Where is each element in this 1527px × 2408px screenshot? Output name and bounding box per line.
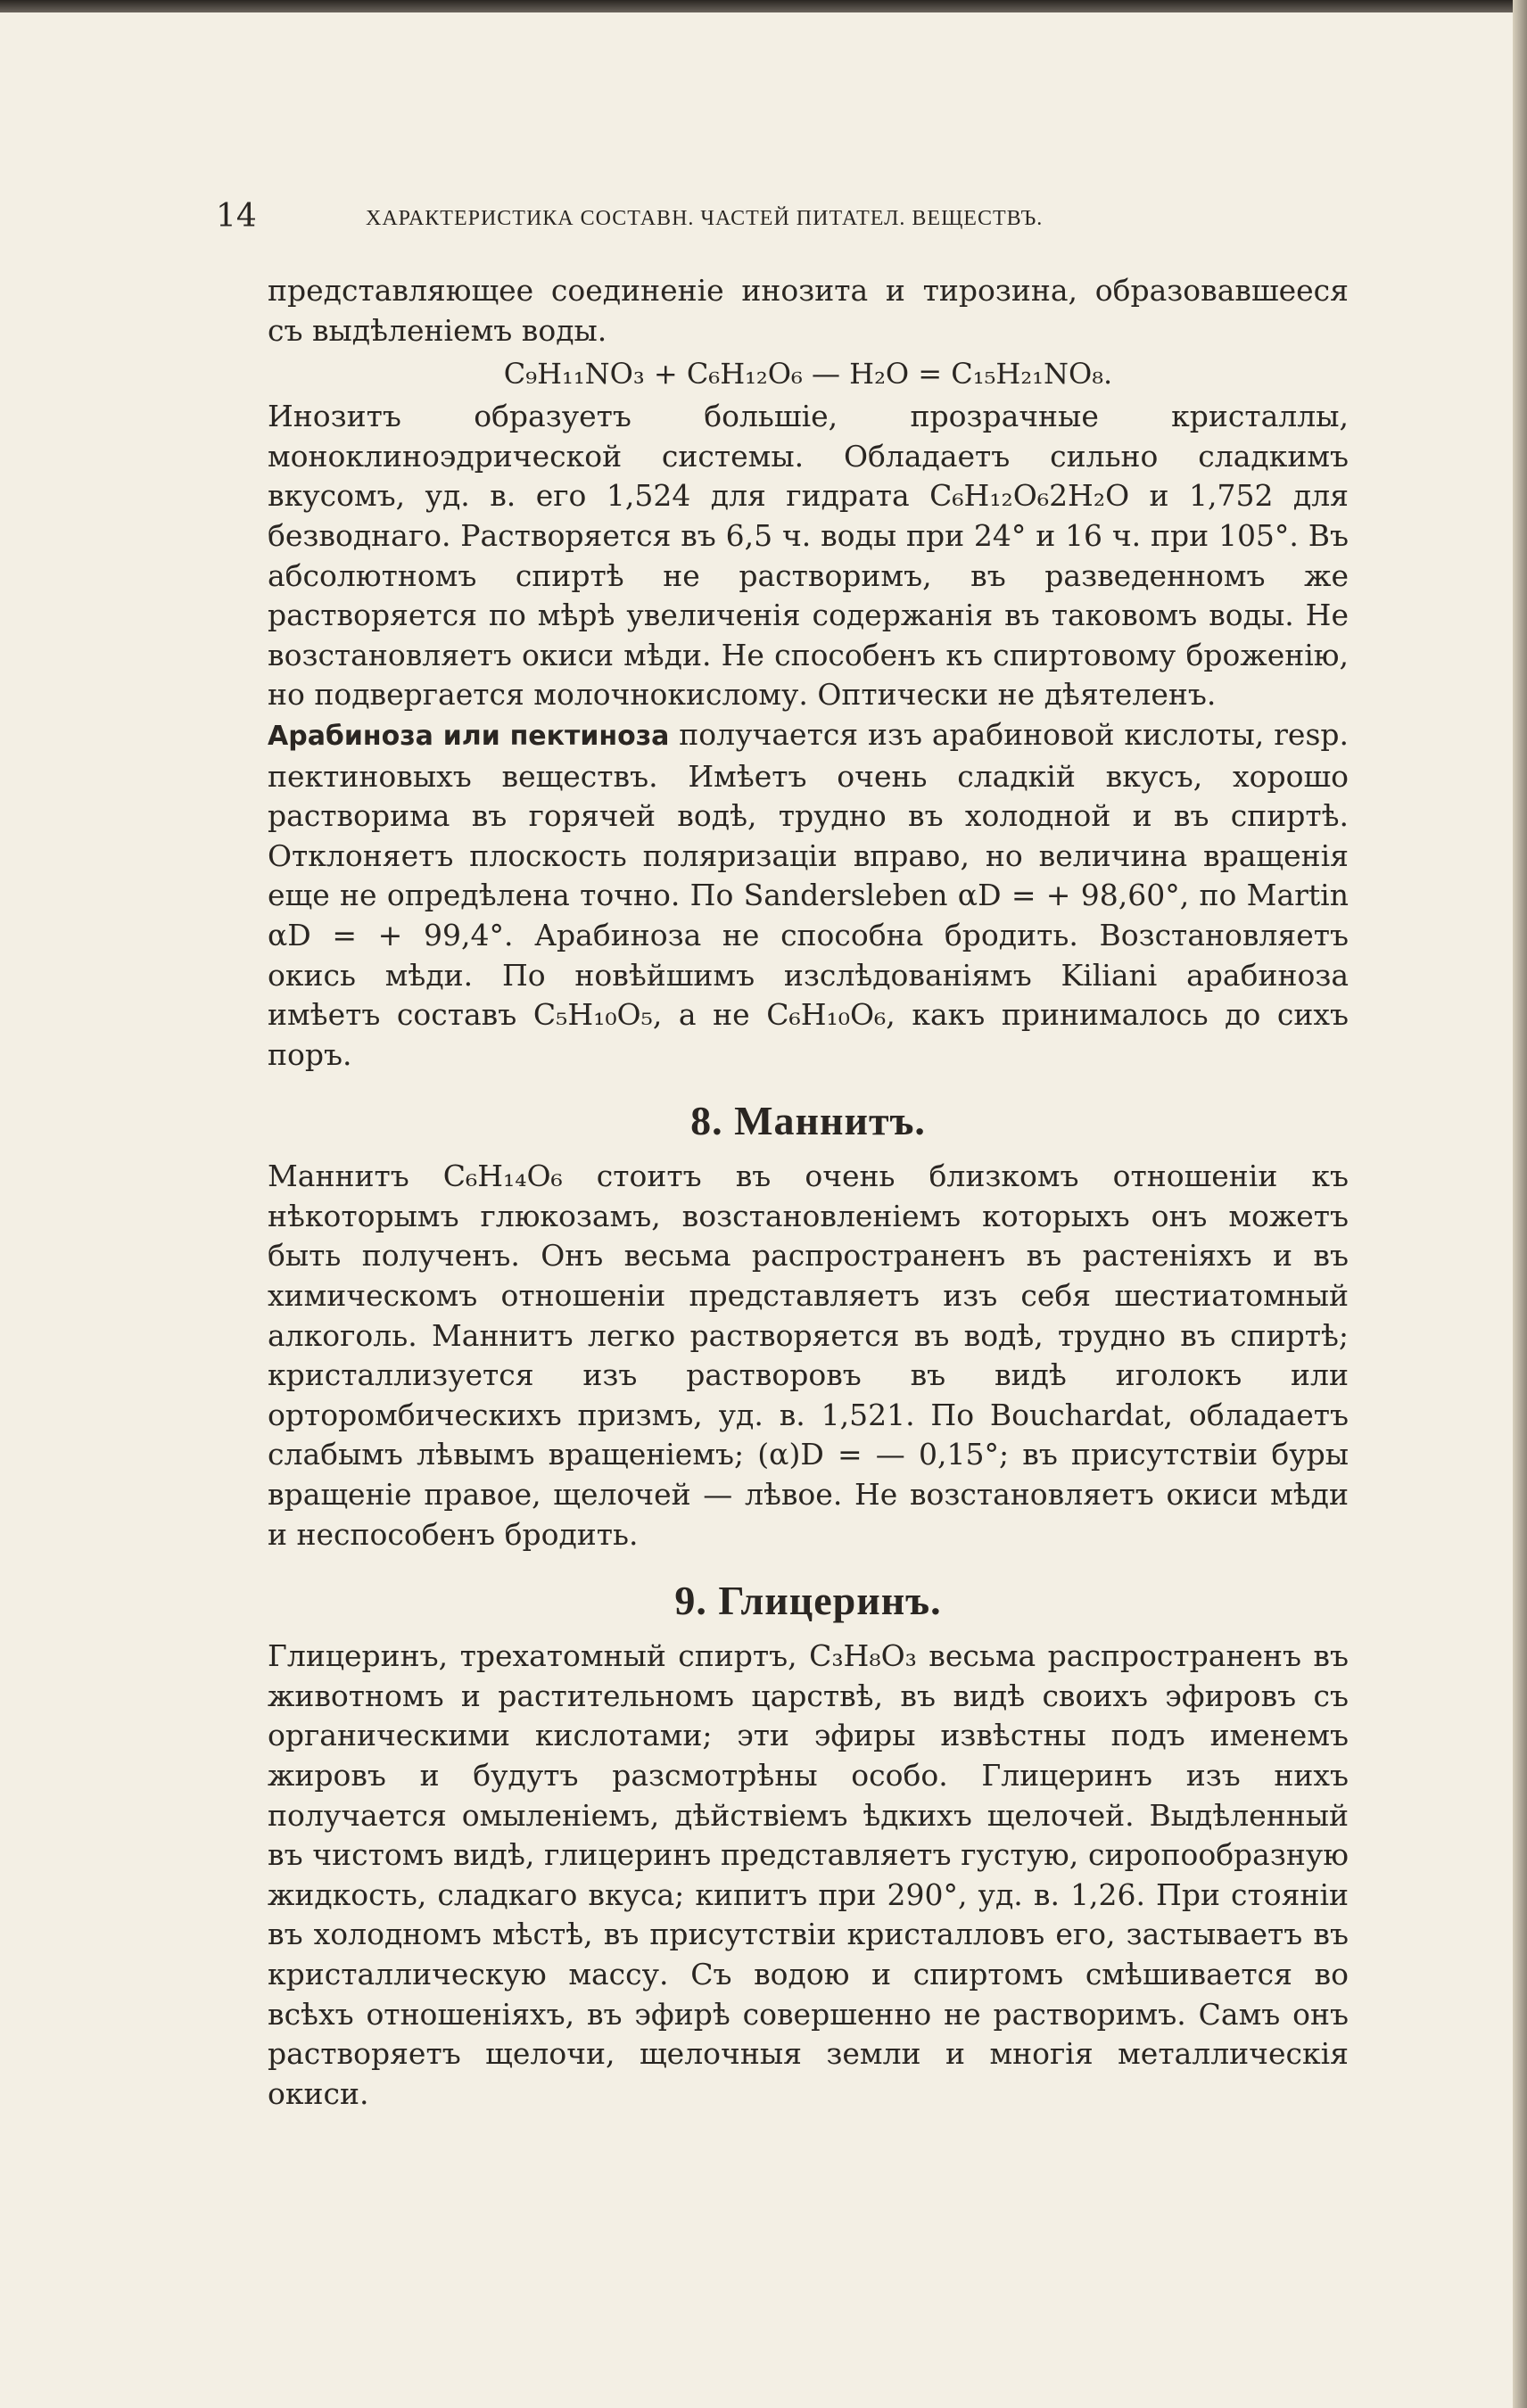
glycerin-paragraph: Глицеринъ, трехатомный спиртъ, C₃H₈O₃ весьма распространенъ въ животномъ и растительномъ царствѣ, въ видѣ своихъ эфировъ съ органическими кислотами; эти эфиры извѣстны подъ именемъ жировъ и будутъ разсмотрѣны особо. Глицеринъ изъ нихъ получается омыленіемъ, дѣйствіемъ ѣдкихъ щелочей. Выдѣленный въ чистомъ видѣ, глицеринъ представляетъ густую, сиропообразную жидкость, сладкаго вкуса; кипитъ при 290°, уд. в. 1,26. При стояніи въ холодномъ мѣстѣ, въ присутствіи кристалловъ его, застываетъ въ кристаллическую массу. Съ водою и спиртомъ смѣшивается во всѣхъ отношеніяхъ, въ эфирѣ совершенно не растворимъ. Самъ онъ растворяетъ щелочи, щелочныя земли и многія металлическія окиси. [268,1638,1349,2111]
scan-edge-right [1513,0,1527,2408]
book-page [0,12,1513,2408]
arabinose-lead: Арабиноза или пектиноза [268,720,670,752]
arabinose-text: получается изъ арабиновой кислоты, resp. пектиновыхъ веществъ. Имѣетъ очень сладкій вкусъ, хорошо растворима въ горячей водѣ, трудно въ холодной и въ спиртѣ. Отклоняетъ плоскость поляризаціи вправо, но величина вращенія еще не опредѣлена точно. По Sandersleben αD = + 98,60°, по Martin αD = + 99,4°. Арабиноза не способна бродить. Возстановляетъ окись мѣди. По новѣйшимъ изслѣдованіямъ Kiliani арабиноза имѣетъ составъ C₅H₁₀O₅, а не C₆H₁₀O₆, какъ принималось до сихъ поръ. [268,716,1349,1072]
chemical-formula: C₉H₁₁NO₃ + C₆H₁₂O₆ — H₂O = C₁₅H₂₁NO₈. [503,357,1113,392]
arabinose-paragraph [268,715,1349,1075]
running-head [216,198,1349,243]
inosite-paragraph: Инозитъ образуетъ большіе, прозрачные кристаллы, моноклиноэдрической системы. Обладаетъ сильно сладкимъ вкусомъ, уд. в. его 1,524 для гидрата C₆H₁₂O₆2H₂O и 1,752 для безводнаго. Растворяется въ 6,5 ч. воды при 24° и 16 ч. при 105°. Въ абсолютномъ спиртѣ не растворимъ, въ разведенномъ же растворяется по мѣрѣ увеличенія содержанія въ таковомъ воды. Не возстановляетъ окиси мѣди. Не способенъ къ спиртовому броженію, но подвергается молочнокислому. Оптически не дѣятеленъ. [268,399,1349,713]
mannite-paragraph: Маннитъ C₆H₁₄O₆ стоитъ въ очень близкомъ отношеніи къ нѣкоторымъ глюкозамъ, возстановленіемъ которыхъ онъ можетъ быть полученъ. Онъ весьма распространенъ въ растеніяхъ и въ химическомъ отношеніи представляетъ изъ себя шестиатомный алкоголь. Маннитъ легко растворяется въ водѣ, трудно въ спиртѣ; кристаллизуется изъ растворовъ въ видѣ иголокъ или орторомбическихъ призмъ, уд. в. 1,521. По Bouchardat, обладаетъ слабымъ лѣвымъ вращеніемъ; (α)D = — 0,15°; въ присутствіи буры вращеніе правое, щелочей — лѣвое. Не возстановляетъ окиси мѣди и неспособенъ бродить. [268,1159,1349,1552]
running-title: ХАРАКТЕРИСТИКА СОСТАВН. ЧАСТЕЙ ПИТАТЕЛ. ВЕЩЕСТВЪ. [366,207,1044,230]
scan-edge-top [0,0,1527,12]
intro-paragraph: представляющее соединеніе инозита и тирозина, образовавшееся съ выдѣленіемъ воды. [268,273,1349,348]
body-text [268,271,1349,2114]
section-heading-mannite: 8. Маннитъ. [690,1098,926,1144]
section-heading-glycerin: 9. Глицеринъ. [674,1578,942,1624]
page-number: 14 [216,198,257,235]
